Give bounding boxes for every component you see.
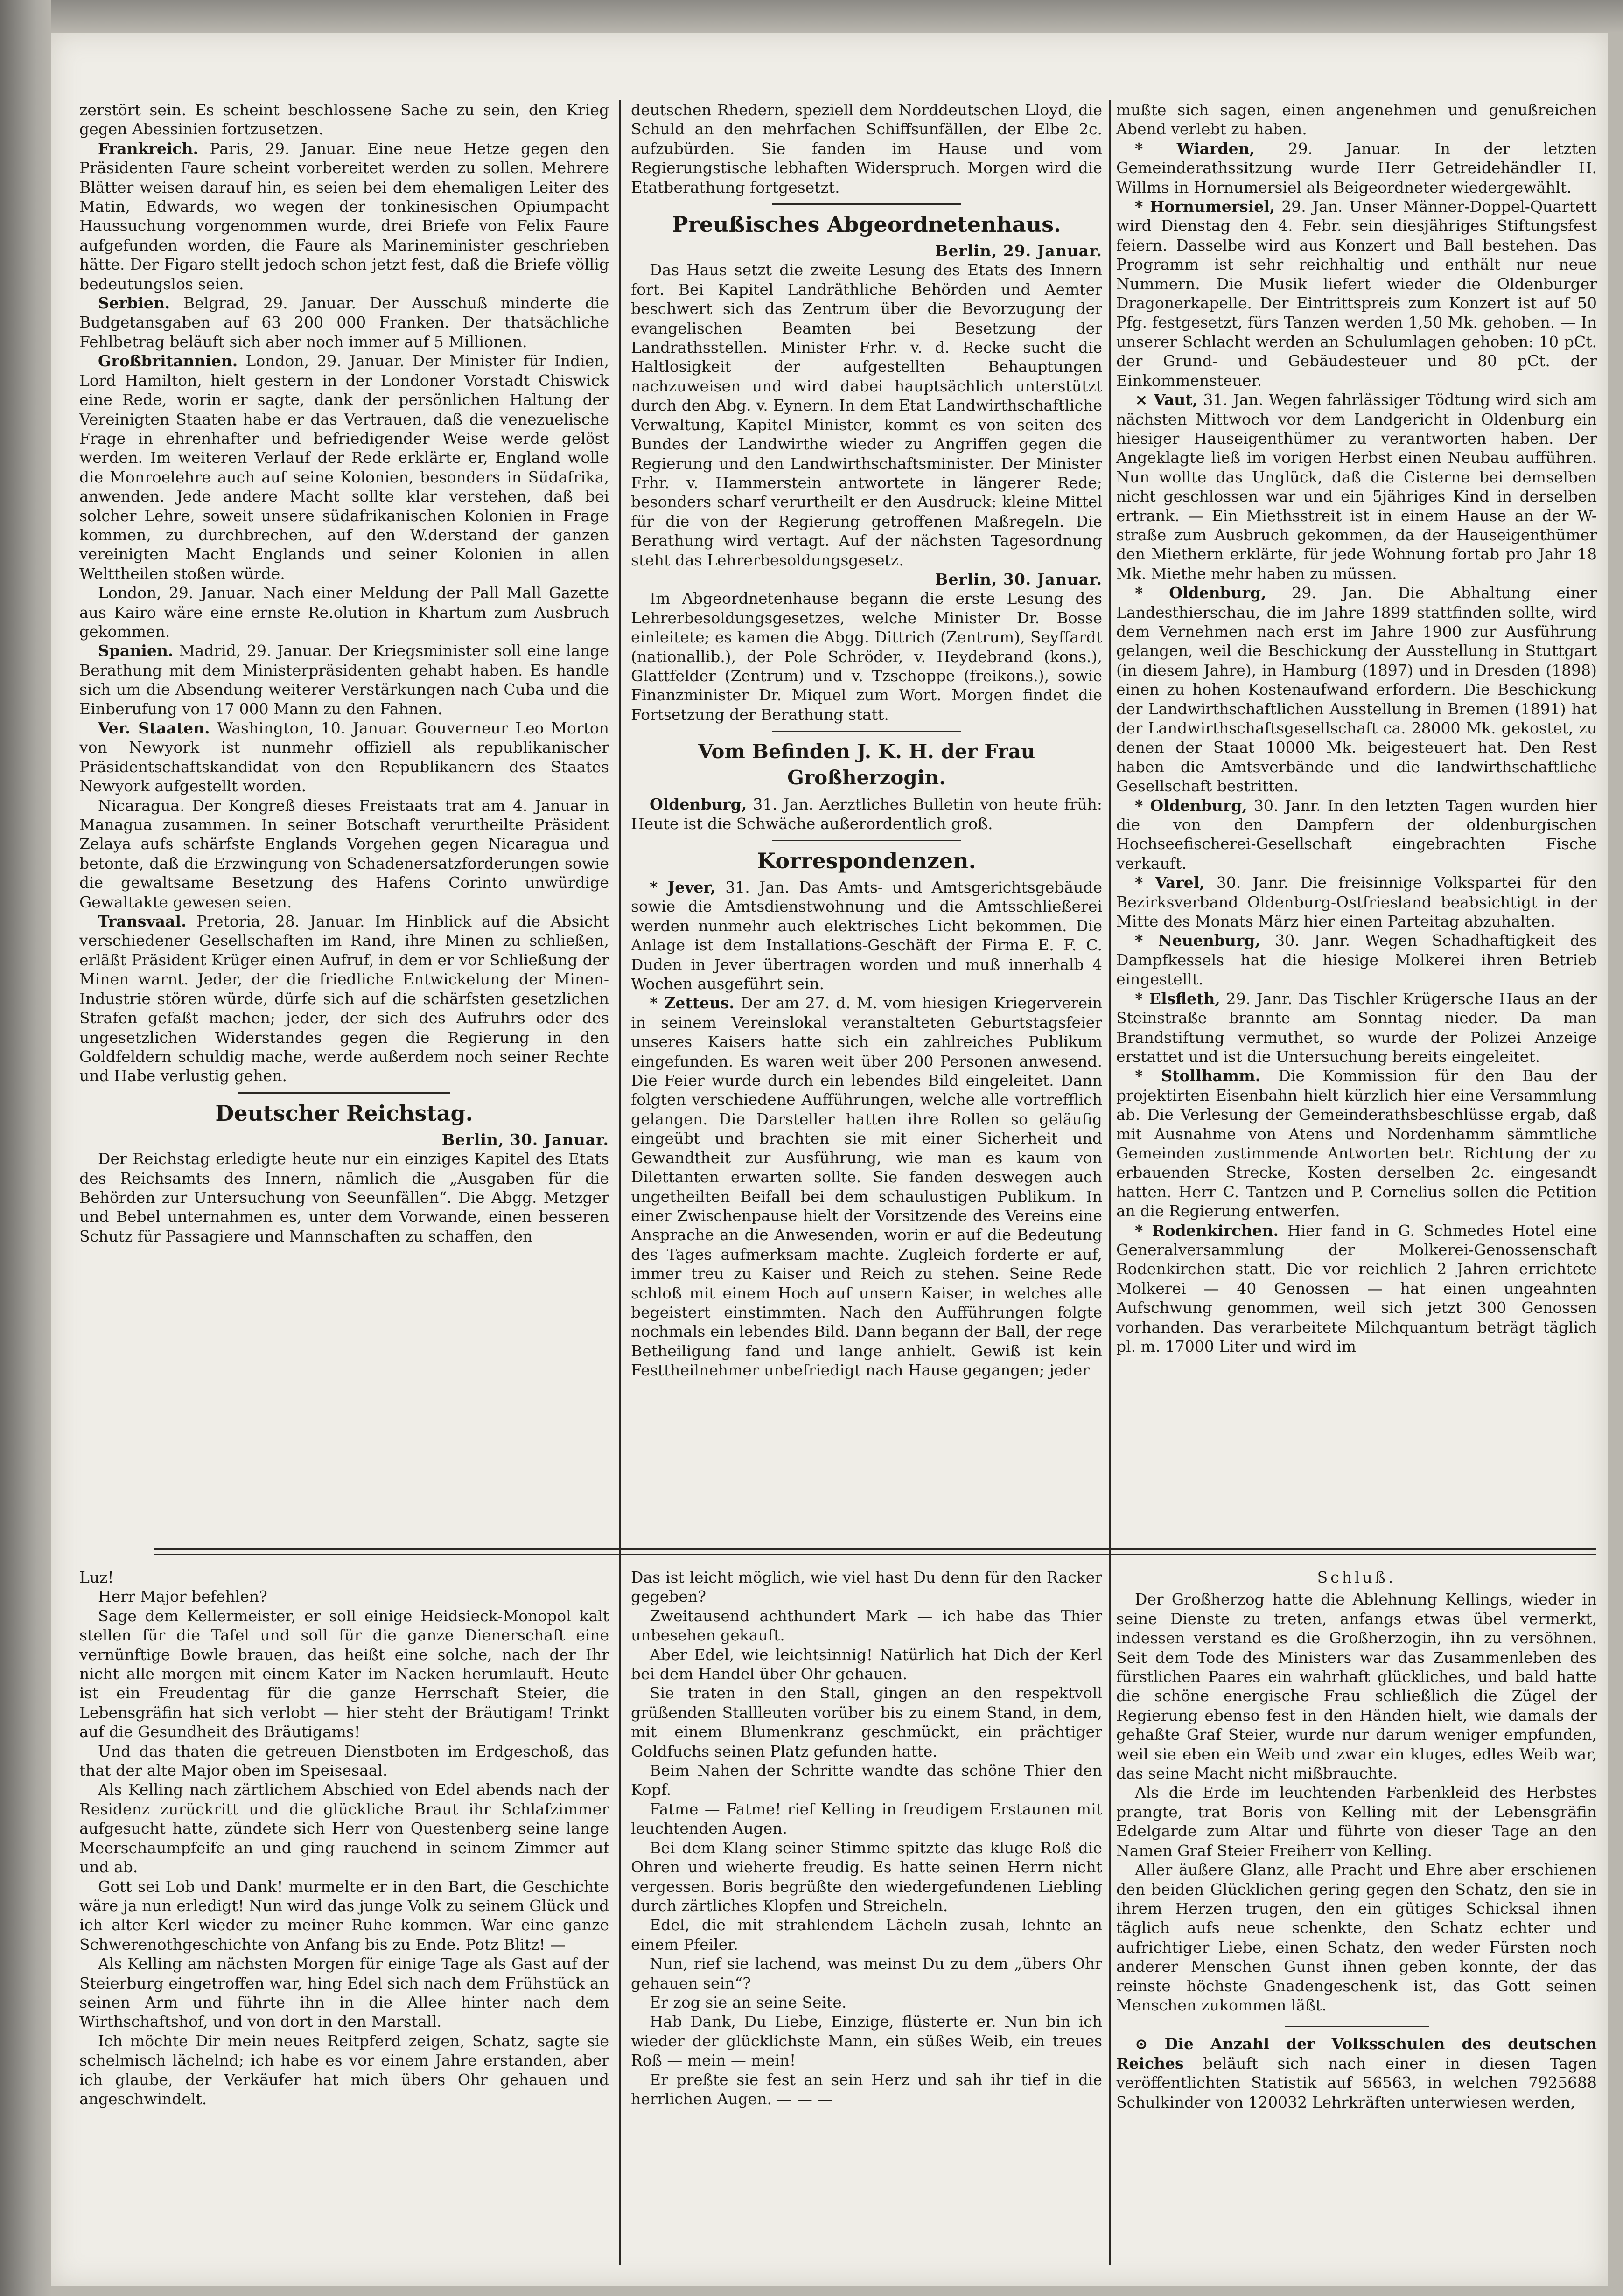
place-keyword: * Rodenkirchen. <box>1135 1221 1279 1240</box>
place-keyword: × Vaut, <box>1135 391 1198 409</box>
place-keyword: Frankreich. <box>98 139 198 158</box>
article-paragraph <box>79 1954 609 2031</box>
article-text: Belgrad, 29. Januar. Der Ausschuß minderte die Budgetansgaben auf 63 200 000 Franken. Der thatsächliche Fehlbetrag beläuft sich aber noch immer auf 5 Millionen. <box>79 294 609 351</box>
section-divider <box>238 1092 450 1094</box>
schluss-heading: Schluß. <box>1317 1568 1396 1586</box>
column-2-upper <box>631 100 1102 1540</box>
article-paragraph <box>79 351 609 583</box>
article-text: mußte sich sagen, einen angenehmen und genußreichen Abend verlebt zu haben. <box>1116 101 1597 139</box>
article-paragraph <box>79 1780 609 1877</box>
column-3-upper <box>1116 100 1597 1540</box>
dateline: Berlin, 29. Januar. <box>935 242 1102 260</box>
article-paragraph <box>631 2012 1102 2070</box>
place-keyword: Großbritannien. <box>98 352 238 370</box>
article-text: Bei dem Klang seiner Stimme spitzte das kluge Roß die Ohren und wieherte freudig. Es hatte seinen Herrn nicht vergessen. Boris begrüßte den wiedergefundenen Liebling durch zärtliches Klopfen und Streicheln. <box>631 1838 1102 1915</box>
article-text: 30. Janr. In den letzten Tagen wurden hier die von den Dampfern der oldenburgischen Hochseefischerei-Gesellschaft eingebrachten Fische verkauft. <box>1116 796 1597 872</box>
place-keyword: * Elsfleth, <box>1135 989 1220 1008</box>
article-paragraph <box>631 878 1102 993</box>
article-text: 31. Jan. Wegen fahrlässiger Tödtung wird sich am nächsten Mittwoch vor dem Landgericht in Oldenburg ein hiesiger Hauseigenthümer zu verantworten haben. Der Angeklagte ließ im vorigen Herbst einen Neubau aufführen. Nun wollte das Unglück, daß die Cisterne bei demselben nicht geschlossen war und ein 5jähriges Kind in derselben ertrank. — Ein Miethsstreit ist in einem Hause an der W-straße zum Ausbruch gekommen, da der Hauseigenthümer den Miethern erklärte, für jede Wohnung fortab pro Jahr 18 Mk. Miethe mehr haben zu müssen. <box>1116 391 1597 583</box>
feuilleton-separator-bottom <box>154 1554 1596 1555</box>
article-paragraph <box>79 139 609 293</box>
notice-paragraph <box>1116 2034 1597 2112</box>
article-paragraph: deutschen Rhedern, speziell dem Norddeutschen Lloyd, die Schuld an den mehrfachen Schiffsunfällen, der Elbe 2c. aufzubürden. Sie fanden im Hause und vom Regierungstische lebhaften Widerspruch. Morgen wird die Etatberathung fortgesetzt. <box>631 101 1102 196</box>
notice-keyword: ⊙ Die Anzahl der Volksschulen des deutschen Reiches <box>1116 2035 1597 2073</box>
article-text: Fatme — Fatme! rief Kelling in freudigem Erstaunen mit leuchtenden Augen. <box>631 1800 1102 1838</box>
article-paragraph <box>79 583 609 641</box>
article-paragraph <box>631 1800 1102 1838</box>
article-text: Beim Nahen der Schritte wandte das schöne Thier den Kopf. <box>631 1761 1102 1799</box>
article-text: 29. Janr. Das Tischler Krügersche Haus an der Steinstraße brannte am Sonntag nieder. Da man Brandstiftung vermuthet, so wurde der Polizei Anzeige erstattet und ist die Untersuchung bereits eingeleitet. <box>1116 989 1597 1066</box>
article-paragraph <box>79 1587 609 1606</box>
feuilleton-column-1 <box>79 1568 609 2268</box>
article-paragraph <box>79 1568 609 1587</box>
article-paragraph <box>631 1838 1102 1916</box>
article-text: 30. Janr. Wegen Schadhaftigkeit des Dampfkessels hat die hiesige Molkerei ihren Betrieb eingestellt. <box>1116 931 1597 989</box>
place-keyword: * Varel, <box>1135 873 1205 892</box>
article-text: Nicaragua. Der Kongreß dieses Freistaats trat am 4. Januar in Managua zusammen. In seiner Botschaft verurtheilte Präsident Zelaya aufs schärfste Englands Vorgehen gegen Nicaragua und betonte, daß die Erzwingung von Schadenersatzforderungen sowie die gewaltsame Besetzung des Hafens Corinto unwürdige Gewaltakte gewesen seien. <box>79 796 609 911</box>
article-paragraph <box>79 1877 609 1954</box>
korrespondenzen-heading: Korrespondenzen. <box>757 848 976 873</box>
article-paragraph <box>79 1742 609 1780</box>
article-paragraph: Der Reichstag erledigte heute nur ein einziges Kapitel des Etats des Reichsamts des Innern, nämlich die „Ausgaben für die Behörden zur Untersuchung von Seeunfällen“. Die Abgg. Metzger und Bebel unternahmen es, unter dem Vorwande, einen besseren Schutz für Passagiere und Mannschaften zu schaffen, den <box>79 1150 609 1245</box>
article-paragraph <box>1116 796 1597 873</box>
article-text: London, 29. Januar. Der Minister für Indien, Lord Hamilton, hielt gestern in der Londoner Vorstadt Chiswick eine Rede, worin er sagte, dank der persönlichen Haltung der Vereinigten Staaten habe er das Vertrauen, daß die venezuelische Frage in ehrenhafter und befriedigender Weise werde gelöst werden. Im weiteren Verlauf der Rede erklärte er, England wolle die Monroelehre auch auf seine Kolonien, besonders in Südafrika, anwenden. Jede andere Macht sollte klar verstehen, daß bei solcher Lehre, soweit unsere südafrikanischen Kolonien in Frage kommen, zu durchbrechen, auf den W.derstand der ganzen vereinigten Macht Englands und seiner Kolonien in allen Welttheilen stoßen würde. <box>79 352 609 583</box>
place-keyword: * Stollhamm. <box>1135 1067 1261 1085</box>
article-paragraph <box>631 1954 1102 1993</box>
article-paragraph <box>1116 931 1597 989</box>
article-paragraph <box>631 1606 1102 1645</box>
abgeordnetenhaus-heading: Preußisches Abgeordnetenhaus. <box>672 212 1062 237</box>
schluss-paragraphs <box>1116 1590 1597 2015</box>
article-text: Pretoria, 28. Januar. Im Hinblick auf die Absicht verschiedener Gesellschaften im Rand, ihre Minen zu schließen, erläßt Präsident Krüger einen Aufruf, in dem er vor Schließung der Minen warnt. Jeder, der die friedliche Entwickelung der Minen-Industrie stören würde, dürfe sich auf die schärfsten gesetzlichen Strafen gefaßt machen; jeder, der sich des Aufruhrs oder des ungesetzlichen Widerstandes gegen die Regierung in den Goldfeldern schuldig mache, werde außerdem noch seiner Rechte und Habe verlustig gehen. <box>79 912 609 1085</box>
article-paragraph <box>631 795 1102 833</box>
article-paragraph <box>79 641 609 719</box>
article-paragraph <box>631 1683 1102 1761</box>
article-text: Sie traten in den Stall, gingen an den respektvoll grüßenden Stallleuten vorüber bis zu einem Stand, in dem, mit einem Blumenkranz geschmückt, ein prächtiger Goldfuchs seinen Platz gefunden hatte. <box>631 1684 1102 1760</box>
article-paragraph <box>631 2070 1102 2109</box>
article-text: 29. Januar. In der letzten Gemeinderathssitzung wurde Herr Getreidehändler H. Willms in Hornumersiel als Beigeordneter wiedergewählt. <box>1116 139 1597 196</box>
place-keyword: * Wiarden, <box>1135 139 1255 158</box>
dateline: Berlin, 30. Januar. <box>935 570 1102 588</box>
place-keyword: * Zetteus. <box>650 994 735 1012</box>
article-paragraph <box>1116 1783 1597 1860</box>
article-text: Washington, 10. Januar. Gouverneur Leo Morton von Newyork ist nunmehr offiziell als republikanischer Präsidentschaftskandidat von den Republikanern des Staates Newyork aufgestellt worden. <box>79 719 609 796</box>
article-text: Ich möchte Dir mein neues Reitpferd zeigen, Schatz, sagte sie schelmisch lächelnd; ich habe es vor einem Jahre erstanden, aber ich glaube, der Verkäufer hat mich übers Ohr gehauen und angeschwindelt. <box>79 2031 609 2108</box>
korrespondenzen-list <box>631 878 1102 1380</box>
column-1-upper <box>79 100 609 1540</box>
notice-divider <box>1285 2026 1429 2027</box>
dateline: Berlin, 30. Januar. <box>441 1130 609 1149</box>
scan-top-edge <box>0 0 1623 33</box>
article-paragraph <box>631 1915 1102 1954</box>
article-paragraph <box>631 1993 1102 2012</box>
article-text: Der Großherzog hatte die Ablehnung Kellings, wieder in seine Dienste zu treten, anfangs etwas übel vermerkt, indessen verstand es die Großherzogin, ihn zu versöhnen. Seit dem Tode des Ministers war das Zusammenleben des fürstlichen Paares ein wahrhaft glückliches, und bald hatte die schöne energische Frau schließlich die Zügel der Regierung ebenso fest in den Händen hielt, wie damals der gehaßte Graf Steier, wurde nur darum weniger empfunden, weil sie eben ein Weib und zwar ein kluges, edles Weib war, das seine Macht nicht mißbrauchte. <box>1116 1590 1597 1783</box>
article-paragraph <box>1116 1590 1597 1783</box>
article-text: Die Kommission für den Bau der projektirten Eisenbahn hielt kürzlich hier eine Versammlung ab. Die Verlesung der Gemeinderathsbeschlüsse ergab, daß mit Ausnahme von Atens und Nordenhamm sämmtliche Gemeinden zustimmende Antworten betr. Richtung der zu erbauenden Strecke, Kosten derselben 2c. eingesandt hatten. Herr C. Tantzen und P. Cornelius sollen die Petition an die Regierung entwerfen. <box>1116 1067 1597 1221</box>
article-text: 29. Jan. Unser Männer-Doppel-Quartett wird Dienstag den 4. Febr. sein diesjähriges Stiftungsfest feiern. Dasselbe wird aus Konzert und Ball bestehen. Das Programm ist sehr reichhaltig und enthält nur neue Nummern. Die Musik liefert wieder die Oldenburger Dragonerkapelle. Der Eintrittspreis zum Konzert ist auf 50 Pfg. festgesetzt, fürs Tanzen werden 1,50 Mk. gehoben. — In unserer Schlacht werden an Schulumlagen gehoben: 10 pCt. der Grund- und Gebäudesteuer und 80 pCt. der Einkommensteuer. <box>1116 197 1597 390</box>
section-divider <box>772 203 961 205</box>
place-keyword: * Jever, <box>650 878 716 896</box>
place-keyword: Oldenburg, <box>650 795 747 814</box>
article-text: Paris, 29. Januar. Eine neue Hetze gegen den Präsidenten Faure scheint vorbereitet werden zu sollen. Mehrere Blätter weisen darauf hin, es seien bei dem ehemaligen Leiter des Matin, Edwards, wo wegen der tonkinesischen Opiumpacht Haussuchung vorgenommen wurde, drei Briefe von Felix Faure aufgefunden worden, die Faure als Marineminister geschrieben hätte. Der Figaro stellt jedoch schon jetzt fest, daß die Briefe völlig bedeutungslos seien. <box>79 139 609 293</box>
article-text: Hab Dank, Du Liebe, Einzige, flüsterte er. Nun bin ich wieder der glücklichste Mann, ein süßes Weib, ein treues Roß — mein — mein! <box>631 2012 1102 2070</box>
article-paragraph <box>1116 1860 1597 2015</box>
article-text: Gott sei Lob und Dank! murmelte er in den Bart, die Geschichte wäre ja nun erledigt! Nun wird das junge Volk zu seinem Glück und ich alter Kerl wieder zu meiner Ruhe kommen. War eine ganze Schwerenothgeschichte von Anfang bis zu Ende. Potz Blitz! — <box>79 1877 609 1954</box>
article-paragraph <box>79 912 609 1086</box>
feuilleton-separator-top <box>154 1548 1596 1550</box>
article-text: Zweitausend achthundert Mark — ich habe das Thier unbesehen gekauft. <box>631 1606 1102 1645</box>
article-paragraph: Das Haus setzt die zweite Lesung des Etats des Innern fort. Bei Kapitel Landräthliche Behörden und Aemter beschwert sich das Zentrum über die Bevorzugung der evangelischen Beamten bei Besetzung der Landrathsstellen. Minister Frhr. v. d. Recke sucht die Haltlosigkeit der aufgestellten Behauptungen nachzuweisen und wird dabei hauptsächlich unterstützt durch den Abg. v. Eynern. In dem Etat Landwirthschaftliche Verwaltung, Kapitel Minister, kommt es von seiten des Bundes der Landwirthe wieder zu Angriffen gegen die Regierung und den Landwirthschaftsminister. Der Minister Frhr. v. Hammerstein antwortete in längerer Rede; besonders scharf verurtheilt er den Ausdruck: kleine Mittel für die von der Regierung getroffenen Maßregeln. Die Berathung wird vertagt. Auf der nächsten Tagesordnung steht das Lehrerbesoldungsgesetz. <box>631 261 1102 569</box>
section-divider <box>772 731 961 732</box>
article-text: 31. Jan. Das Amts- und Amtsgerichtsgebäude sowie die Amtsdienstwohnung und die Amtsschließerei werden nunmehr auch elektrisches Licht bekommen. Die Anlage ist dem Installations-Geschäft der Firma E. F. C. Duden in Jever übertragen worden und muß innerhalb 4 Wochen ausgeführt sein. <box>631 878 1102 993</box>
article-paragraph <box>79 2031 609 2109</box>
article-paragraph <box>1116 100 1597 139</box>
article-text: Als Kelling nach zärtlichem Abschied von Edel abends nach der Residenz zurückritt und die glückliche Braut ihr Schlafzimmer aufgesucht hatte, zündete sich Herr von Questenberg seine lange Meerschaumpfeife an und ging rauchend in seinem Zimmer auf und ab. <box>79 1780 609 1877</box>
article-paragraph <box>1116 197 1597 390</box>
article-text: Er preßte sie fest an sein Herz und sah ihr tief in die herrlichen Augen. — — — <box>631 2070 1102 2108</box>
place-keyword: Ver. Staaten. <box>98 719 210 737</box>
article-text: Er zog sie an seine Seite. <box>650 1993 847 2011</box>
article-text: Edel, die mit strahlendem Lächeln zusah, lehnte an einem Pfeiler. <box>631 1916 1102 1954</box>
article-paragraph <box>1116 583 1597 796</box>
place-keyword: * Neuenburg, <box>1135 931 1260 950</box>
article-paragraph <box>1116 1066 1597 1221</box>
article-paragraph <box>79 719 609 796</box>
column-rule-1 <box>619 100 621 2265</box>
article-text: 31. Jan. Aerztliches Bulletin von heute früh: Heute ist die Schwäche außerordentlich groß. <box>631 795 1102 833</box>
place-keyword: * Oldenburg, <box>1135 796 1247 815</box>
article-text: Der am 27. d. M. vom hiesigen Kriegerverein in seinem Vereinslokal veranstalteten Geburtstagsfeier unseres Kaisers hatte sich ein zahlreiches Publikum eingefunden. Es waren weit über 200 Personen anwesend. Die Feier wurde durch ein lebendes Bild eingeleitet. Dann folgten verschiedene Aufführungen, welche alle vortrefflich gelangen. Die Darsteller hatten ihre Rollen so geläufig eingeübt und brachten sie mit einer Sicherheit und Gewandtheit zur Ausführung, wie man es kaum von Dilettanten erwarten sollte. Sie fanden deswegen auch ungetheilten Beifall bei dem schaulustigen Publikum. In einer Zwischenpause hielt der Vorsitzende des Vereins eine Ansprache an die Anwesenden, worin er auf die Bedeutung des Tages aufmerksam machte. Zugleich forderte er auf, immer treu zu Kaiser und Reich zu stehen. Seine Rede schloß mit einem Hoch auf unsern Kaiser, in welches alle begeistert einstimmten. Nach den Aufführungen folgte nochmals ein lebendes Bild. Dann begann der Ball, der rege Betheiligung fand und lange anhielt. Gewiß ist kein Festtheilnehmer unbefriedigt nach Hause gegangen; jeder <box>631 994 1102 1380</box>
reichstag-heading: Deutscher Reichstag. <box>215 1100 473 1126</box>
article-text: Madrid, 29. Januar. Der Kriegsminister soll eine lange Berathung mit dem Ministerpräsidenten gehabt haben. Es handle sich um die Absendung weiterer Verstärkungen nach Cuba und die Einberufung von 17 000 Mann zu den Fahnen. <box>79 642 609 718</box>
article-text: London, 29. Januar. Nach einer Meldung der Pall Mall Gazette aus Kairo wäre eine ernste Re.olution in Khartum zum Ausbruch gekommen. <box>79 584 609 641</box>
place-keyword: Spanien. <box>98 642 174 660</box>
article-paragraph <box>631 1645 1102 1684</box>
article-paragraph <box>631 993 1102 1380</box>
scan-left-edge <box>0 0 51 2296</box>
article-text: zerstört sein. Es scheint beschlossene Sache zu sein, den Krieg gegen Abessinien fortzusetzen. <box>79 101 609 139</box>
feuilleton-column-3 <box>1116 1568 1597 2268</box>
feuilleton-column-2 <box>631 1568 1102 2268</box>
article-text: Und das thaten die getreuen Dienstboten im Erdgeschoß, das that der alte Major oben im Speisesaal. <box>79 1742 609 1780</box>
article-paragraph <box>79 293 609 351</box>
column-rule-2 <box>1109 100 1111 2265</box>
article-text: Als die Erde im leuchtenden Farbenkleid des Herbstes prangte, trat Boris von Kelling mit der Lebensgräfin Edelgarde zum Altar und führte von dieser Tage an den Namen Graf Steier Freiherr von Kelling. <box>1116 1783 1597 1860</box>
article-text: 30. Janr. Die freisinnige Volkspartei für den Bezirksverband Oldenburg-Ostfriesland beabsichtigt in der Mitte des Monats März hier einen Parteitag abzuhalten. <box>1116 873 1597 931</box>
article-text: Luz! <box>79 1568 114 1586</box>
article-paragraph <box>1116 390 1597 583</box>
article-paragraph: Im Abgeordnetenhause begann die erste Lesung des Lehrerbesoldungsgesetzes, welche Minister Dr. Bosse einleitete; es kamen die Abgg. Dittrich (Zentrum), Seyffardt (nationallib.), der Pole Schröder, v. Heydebrand (kons.), Glattfelder (Zentrum) und v. Tzschoppe (freikons.), sowie Finanzminister Dr. Miquel zum Wort. Morgen findet die Fortsetzung der Berathung statt. <box>631 589 1102 724</box>
article-paragraph <box>1116 1221 1597 1356</box>
article-paragraph <box>1116 139 1597 197</box>
befinden-heading: Vom Befinden J. K. H. der Frau Großherzogin. <box>698 740 1035 789</box>
article-paragraph <box>79 100 609 139</box>
article-text: 29. Jan. Die Abhaltung einer Landesthierschau, die im Jahre 1899 stattfinden sollte, wird dem Vernehmen nach erst im Jahre 1900 zur Ausführung gelangen, weil die Beschickung der Ausstellung in Stuttgart (in diesem Jahre), in Hamburg (1897) und in Dresden (1898) einen zu hohen Kostenaufwand erfordern. Die Beschickung der Landwirthschaftlichen Ausstellung in Bremen (1891) hat der Landwirthschaftsgesellschaft ca. 28000 Mk. gekostet, zu denen der Staat 10000 Mk. beigesteuert hat. Den Rest haben die Amtsverbände und die landwirthschaftliche Gesellschaft bestritten. <box>1116 584 1597 796</box>
article-paragraph <box>1116 873 1597 931</box>
article-text: Das ist leicht möglich, wie viel hast Du denn für den Racker gegeben? <box>631 1568 1102 1606</box>
article-text: Herr Major befehlen? <box>98 1587 267 1606</box>
article-text: Hier fand in G. Schmedes Hotel eine Generalversammlung der Molkerei-Genossenschaft Rodenkirchen statt. Die vor reichlich 2 Jahren errichtete Molkerei — 40 Genossen — hat einen ungeahnten Aufschwung genommen, weil sich jetzt 300 Genossen vorhanden. Das verarbeitete Milchquantum beträgt täglich pl. m. 17000 Liter und wird im <box>1116 1221 1597 1355</box>
article-paragraph <box>79 1606 609 1742</box>
place-keyword: Transvaal. <box>98 912 187 931</box>
article-text: Aber Edel, wie leichtsinnig! Natürlich hat Dich der Kerl bei dem Handel über Ohr gehauen. <box>631 1645 1102 1683</box>
article-text: Als Kelling am nächsten Morgen für einige Tage als Gast auf der Steierburg eingetroffen war, hing Edel sich nach dem Frühstück an seinen Arm und führte ihn in die Allee hinter nach dem Wirthschaftshof, und von dort in den Marstall. <box>79 1954 609 2031</box>
place-keyword: * Hornumersiel, <box>1135 197 1275 216</box>
article-paragraph <box>631 1761 1102 1800</box>
place-keyword: * Oldenburg, <box>1135 584 1266 602</box>
place-keyword: Serbien. <box>98 294 170 313</box>
notice-text: beläuft sich nach einer in diesen Tagen veröffentlichten Statistik auf 56563, in welchen 7925688 Schulkinder von 120032 Lehrkräften unterwiesen werden, <box>1116 2054 1597 2111</box>
article-text: Aller äußere Glanz, alle Pracht und Ehre aber erschienen den beiden Glücklichen gering gegen den Schatz, den sie in ihrem Herzen trugen, den ein gütiges Schicksal ihnen täglich aufs neue schenkte, den Schatz echter und aufrichtiger Liebe, einen Schatz, den weder Fürsten noch anderer Menschen Gunst ihnen geben konnte, der das reinste höchste Gnadengeschenk ist, das Gott seinen Menschen zukommen läßt. <box>1116 1861 1597 2014</box>
article-text: Sage dem Kellermeister, er soll einige Heidsieck-Monopol kalt stellen für die Tafel und soll für die ganze Dienerschaft eine vernünftige Bowle brauen, das heißt eine solche, nach der Ihr nicht alle morgen mit einem Kater im Nacken herumlauft. Heute ist ein Freudentag für die ganze Herrschaft Steier, die Lebensgräfin hat sich verlobt — hier steht der Bräutigam! Trinkt auf die Gesundheit des Bräutigams! <box>79 1606 609 1741</box>
article-paragraph <box>631 1568 1102 1606</box>
section-divider <box>772 840 961 841</box>
article-text: Nun, rief sie lachend, was meinst Du zu dem „übers Ohr gehauen sein“? <box>631 1954 1102 1992</box>
article-paragraph <box>79 796 609 912</box>
article-paragraph <box>1116 989 1597 1067</box>
